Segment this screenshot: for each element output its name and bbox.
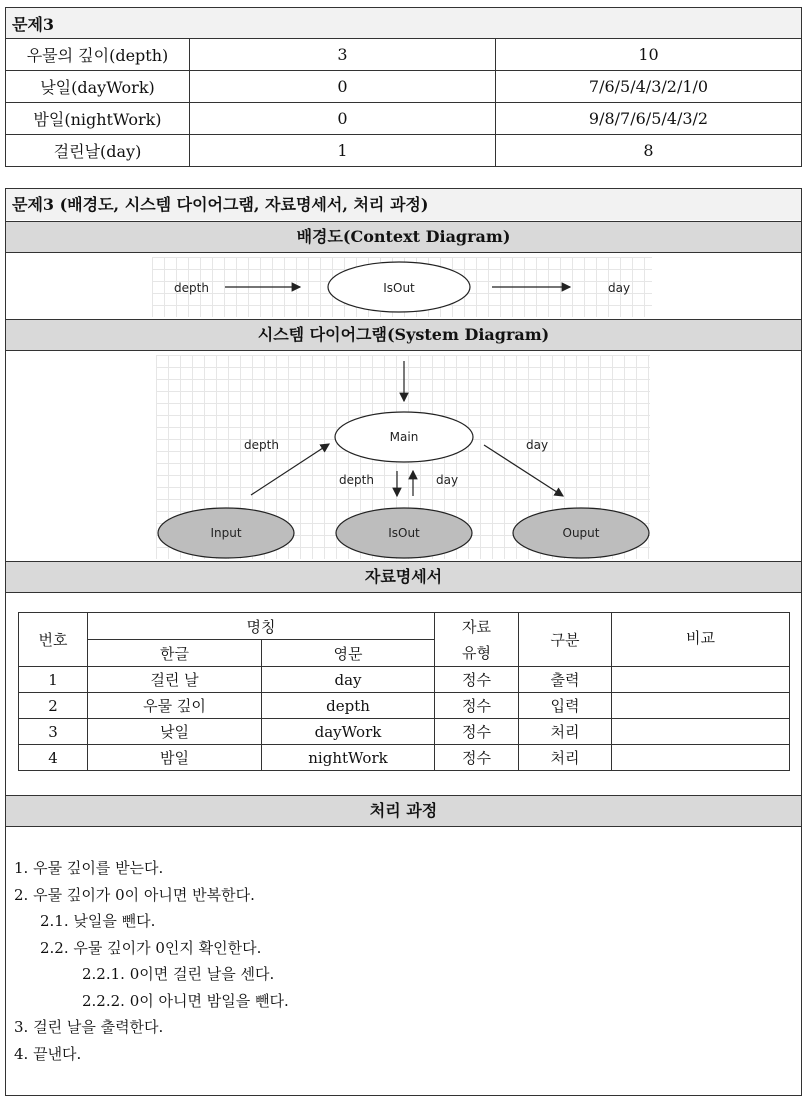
cell-no: 3 xyxy=(19,719,88,745)
cell-no: 4 xyxy=(19,745,88,771)
cell-no: 1 xyxy=(19,667,88,693)
cell-english: dayWork xyxy=(262,719,435,745)
cell-english: depth xyxy=(262,693,435,719)
header-type-1: 자료 xyxy=(462,617,491,636)
spec-table xyxy=(18,612,790,771)
cell-english: nightWork xyxy=(262,745,435,771)
input-label: Input xyxy=(210,526,242,540)
cell-kind: 처리 xyxy=(519,719,612,745)
row-value-1: 3 xyxy=(190,39,496,71)
row-value-2: 8 xyxy=(496,135,802,167)
cell-korean: 우물 깊이 xyxy=(88,693,262,719)
process-step: 2.1. 낮일을 뺀다. xyxy=(40,912,156,930)
isout-label: IsOut xyxy=(388,526,420,540)
process-steps xyxy=(14,855,289,1067)
day-center-label: day xyxy=(436,473,459,487)
header-english: 영문 xyxy=(262,640,435,667)
header-note: 비교 xyxy=(612,613,790,667)
cell-type: 정수 xyxy=(435,745,519,771)
table-row xyxy=(6,135,802,167)
process-step: 2.2. 우물 깊이가 0인지 확인한다. xyxy=(40,938,262,957)
context-depth-label: depth xyxy=(174,281,209,295)
problem-table xyxy=(5,7,802,167)
spec-title: 자료명세서 xyxy=(6,561,801,593)
header-type-2: 유형 xyxy=(462,643,491,662)
row-label: 밤일(nightWork) xyxy=(6,103,190,135)
row-value-2: 7/6/5/4/3/2/1/0 xyxy=(496,71,802,103)
cell-note xyxy=(612,693,790,719)
isout-label: IsOut xyxy=(383,281,415,295)
row-value-2: 10 xyxy=(496,39,802,71)
context-day-label: day xyxy=(608,281,631,295)
process-step: 3. 걸린 날을 출력한다. xyxy=(14,1018,164,1036)
table-row xyxy=(6,103,802,135)
row-label: 낮일(dayWork) xyxy=(6,71,190,103)
cell-kind: 출력 xyxy=(519,667,612,693)
table-row xyxy=(6,39,802,71)
cell-korean: 낮일 xyxy=(88,719,262,745)
arrow xyxy=(484,445,563,496)
cell-english: day xyxy=(262,667,435,693)
row-label: 걸린날(day) xyxy=(6,135,190,167)
cell-kind: 입력 xyxy=(519,693,612,719)
cell-type: 정수 xyxy=(435,667,519,693)
solution-box xyxy=(5,188,802,1096)
system-diagram-title: 시스템 다이어그램(System Diagram) xyxy=(6,319,801,351)
cell-type: 정수 xyxy=(435,719,519,745)
process-step: 4. 끝낸다. xyxy=(14,1044,82,1063)
header-korean: 한글 xyxy=(88,640,262,667)
cell-type: 정수 xyxy=(435,693,519,719)
header-name: 명칭 xyxy=(88,613,435,640)
depth-left-label: depth xyxy=(244,438,279,452)
row-value-1: 0 xyxy=(190,71,496,103)
header-no: 번호 xyxy=(19,613,88,667)
header-kind: 구분 xyxy=(519,613,612,667)
depth-center-label: depth xyxy=(339,473,374,487)
cell-kind: 처리 xyxy=(519,745,612,771)
process-step: 2.2.1. 0이면 걸린 날을 센다. xyxy=(82,965,275,983)
problem-title: 문제3 xyxy=(6,8,802,39)
main-label: Main xyxy=(389,430,419,444)
process-step: 2.2.2. 0이 아니면 밤일을 뺀다. xyxy=(82,991,289,1010)
cell-korean: 밤일 xyxy=(88,745,262,771)
row-value-2: 9/8/7/6/5/4/3/2 xyxy=(496,103,802,135)
box-title: 문제3 (배경도, 시스템 다이어그램, 자료명세서, 처리 과정) xyxy=(6,189,801,220)
table-row xyxy=(19,667,790,693)
cell-note xyxy=(612,667,790,693)
process-title: 처리 과정 xyxy=(6,795,801,827)
system-diagram xyxy=(156,355,650,559)
table-row xyxy=(19,719,790,745)
process-step: 2. 우물 깊이가 0이 아니면 반복한다. xyxy=(14,885,255,904)
table-row xyxy=(6,71,802,103)
output-label: Ouput xyxy=(562,526,600,540)
table-row xyxy=(19,693,790,719)
cell-korean: 걸린 날 xyxy=(88,667,262,693)
cell-note xyxy=(612,719,790,745)
cell-note xyxy=(612,745,790,771)
row-value-1: 0 xyxy=(190,103,496,135)
cell-no: 2 xyxy=(19,693,88,719)
context-diagram-title: 배경도(Context Diagram) xyxy=(6,221,801,253)
table-row xyxy=(19,745,790,771)
process-step: 1. 우물 깊이를 받는다. xyxy=(14,859,164,877)
day-right-label: day xyxy=(526,438,549,452)
header-type xyxy=(435,613,519,667)
context-diagram xyxy=(152,257,652,317)
row-label: 우물의 깊이(depth) xyxy=(6,39,190,71)
row-value-1: 1 xyxy=(190,135,496,167)
